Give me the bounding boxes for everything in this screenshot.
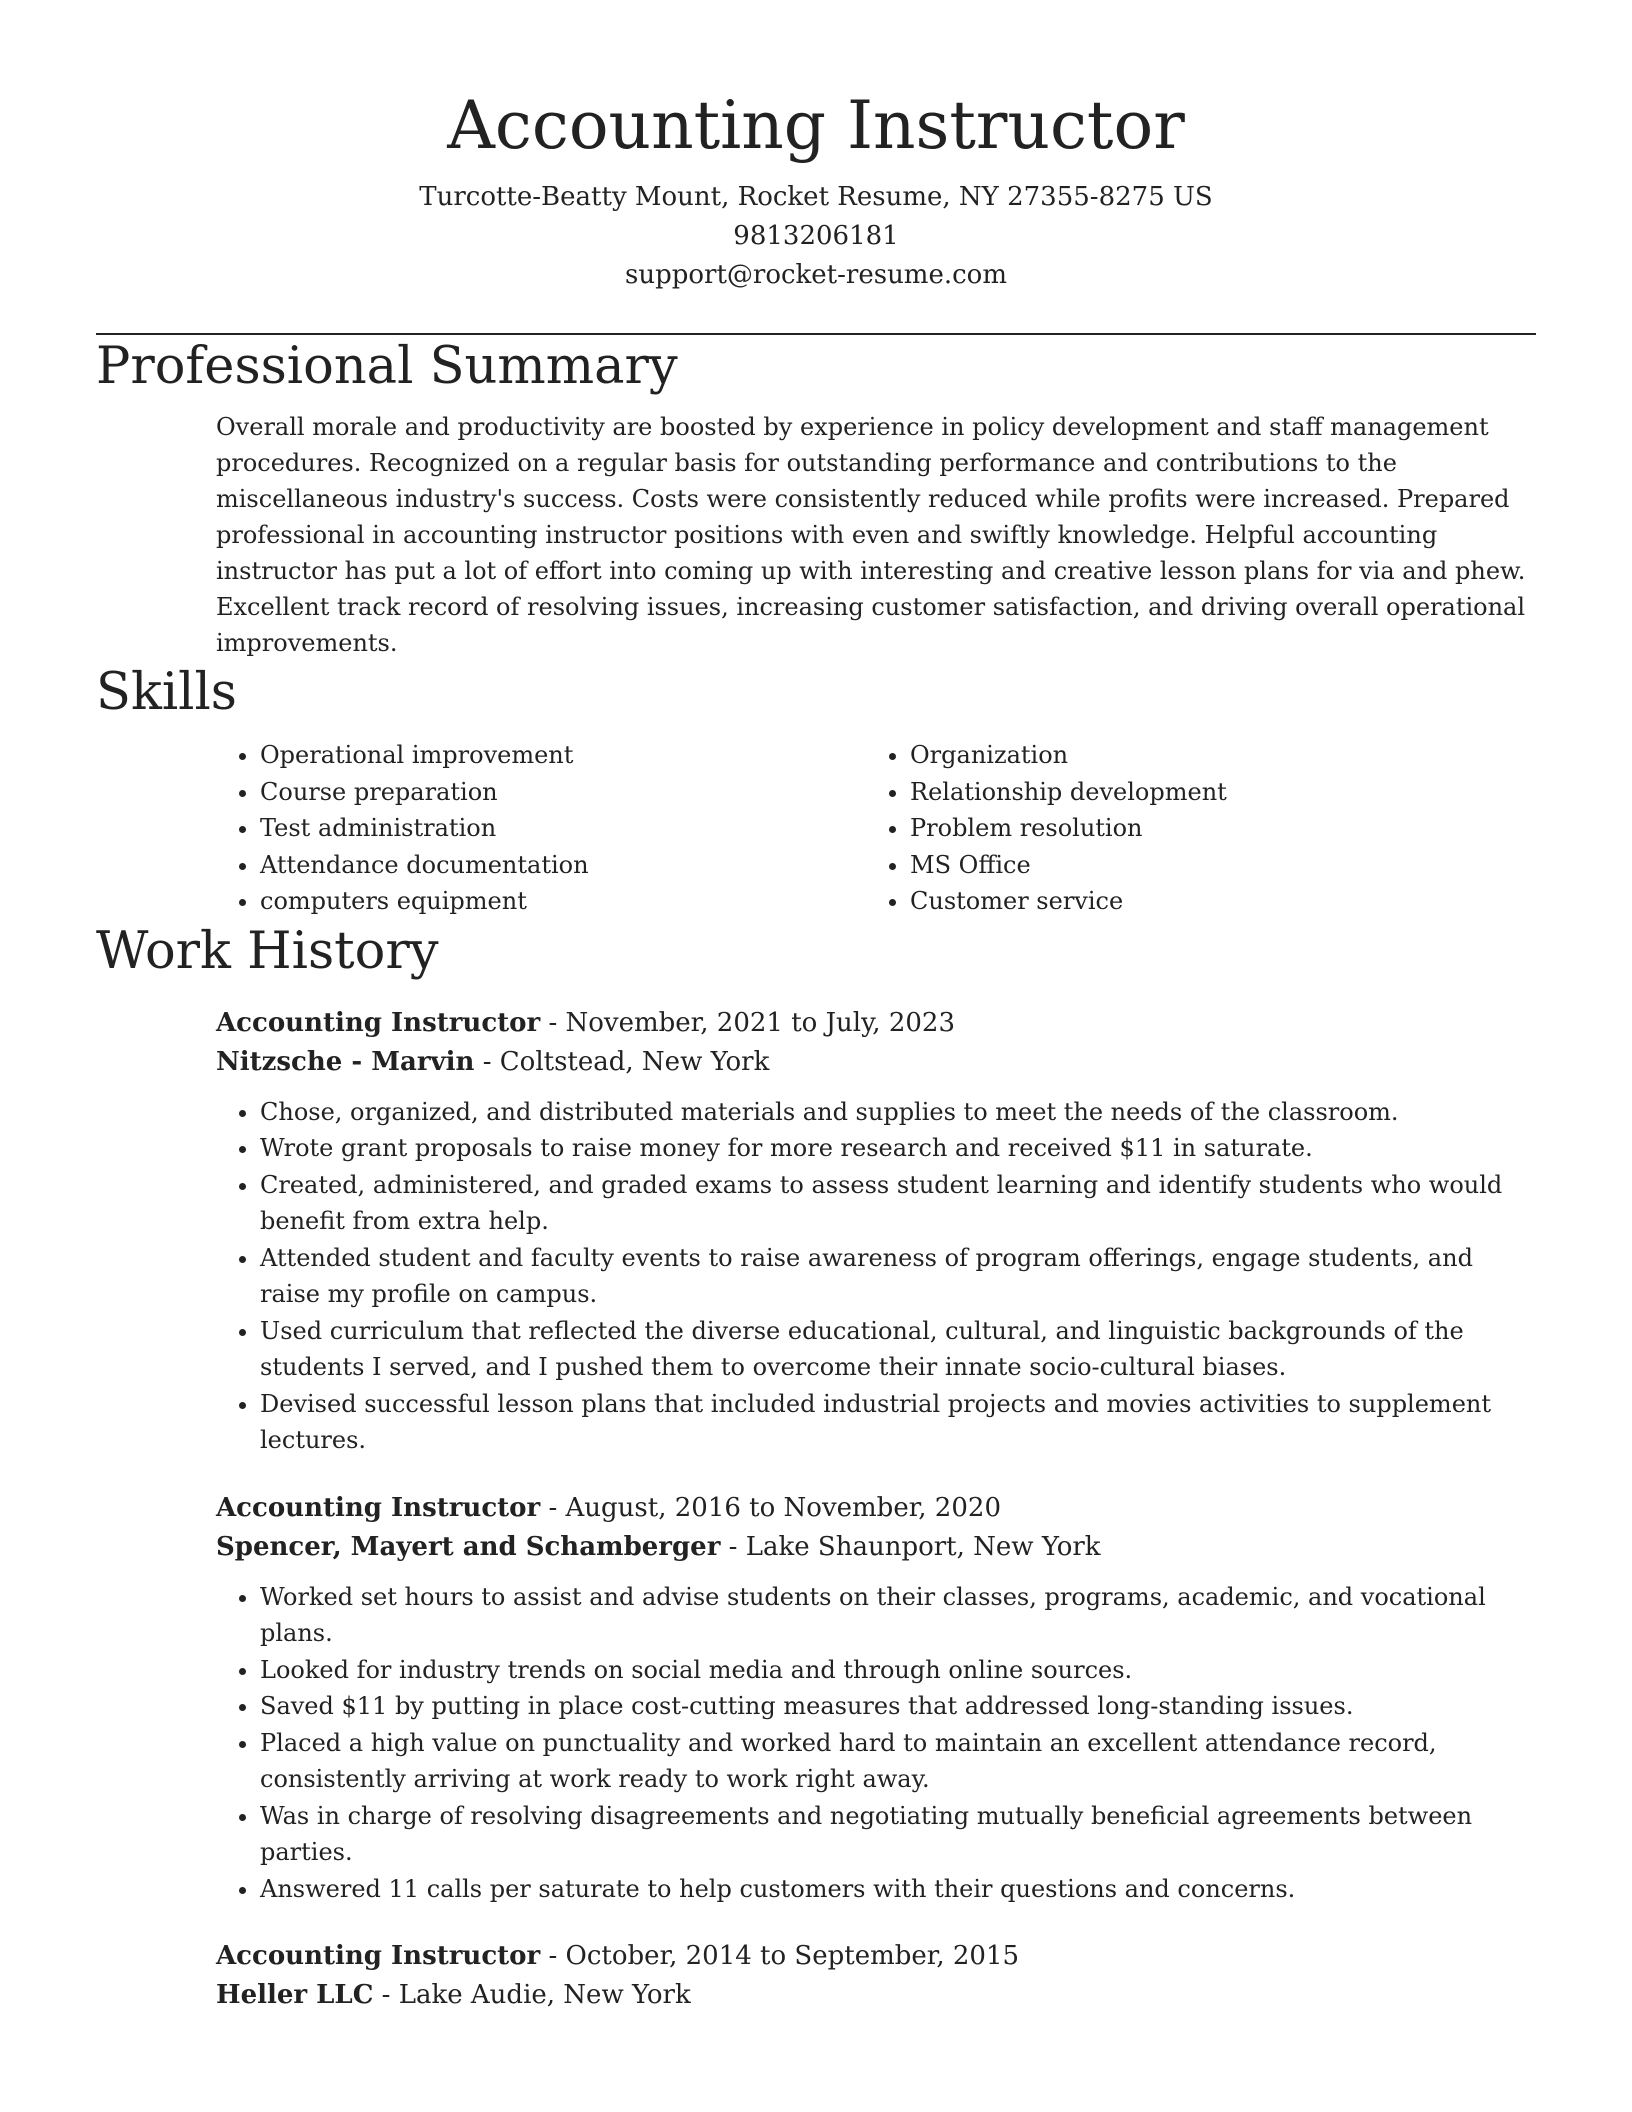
job-title: Accounting Instructor — [216, 1007, 541, 1038]
job-entry — [216, 1937, 1536, 2015]
job-bullet: • Created, administered, and graded exams to assess student learning and identify students who would benefit from extra help. — [260, 1167, 1536, 1240]
job-bullet: • Looked for industry trends on social media and through online sources. — [260, 1652, 1536, 1689]
job-dates: - August, 2016 to November, 2020 — [540, 1492, 1001, 1523]
skill-item: • Organization — [910, 737, 1516, 774]
skill-item: • Test administration — [260, 810, 866, 847]
work-history-heading: Work History — [96, 921, 439, 981]
job-entry — [216, 1489, 1536, 1908]
job-bullet: • Worked set hours to assist and advise students on their classes, programs, academic, and vocational plans. — [260, 1579, 1536, 1652]
skill-item: • MS Office — [910, 847, 1516, 884]
skill-item: • computers equipment — [260, 883, 866, 920]
skill-item: • Operational improvement — [260, 737, 866, 774]
job-bullet: • Placed a high value on punctuality and worked hard to maintain an excellent attendance record, consistently arriving at work ready to work right away. — [260, 1725, 1536, 1798]
contact-email: support@rocket-resume.com — [624, 260, 1007, 290]
skills-column-right — [866, 737, 1516, 920]
job-bullet: • Devised successful lesson plans that included industrial projects and movies activities to supplement lectures. — [260, 1386, 1536, 1459]
skills-list — [216, 737, 1536, 920]
job-entry — [216, 1004, 1536, 1459]
job-bullet: • Was in charge of resolving disagreements and negotiating mutually beneficial agreements between parties. — [260, 1798, 1536, 1871]
skill-item: • Course preparation — [260, 774, 866, 811]
job-company: Heller LLC — [216, 1980, 374, 2010]
resume-page — [96, 0, 1536, 2015]
contact-address: Turcotte-Beatty Mount, Rocket Resume, NY 27355-8275 US — [419, 182, 1213, 212]
job-dates: - October, 2014 to September, 2015 — [540, 1941, 1020, 1971]
job-company-line — [216, 1043, 1536, 1082]
job-title-line — [216, 1004, 1536, 1043]
skill-item: • Problem resolution — [910, 810, 1516, 847]
job-location: - Lake Audie, New York — [373, 1980, 691, 2010]
job-bullet: • Chose, organized, and distributed materials and supplies to meet the needs of the classroom. — [260, 1094, 1536, 1131]
job-bullet: • Attended student and faculty events to raise awareness of program offerings, engage students, and raise my profile on campus. — [260, 1240, 1536, 1313]
job-bullet: • Wrote grant proposals to raise money for more research and received $11 in saturate. — [260, 1130, 1536, 1167]
job-bullet: • Saved $11 by putting in place cost-cutting measures that addressed long-standing issues. — [260, 1688, 1536, 1725]
job-company-line — [216, 1528, 1536, 1567]
skills-heading: Skills — [96, 663, 237, 722]
skill-item: • Customer service — [910, 883, 1516, 920]
job-company-line — [216, 1976, 1536, 2015]
job-title: Accounting Instructor — [216, 1492, 541, 1523]
job-bullets — [216, 1094, 1536, 1459]
job-dates: - November, 2021 to July, 2023 — [540, 1007, 955, 1038]
job-company: Spencer, Mayert and Schamberger — [216, 1531, 721, 1562]
job-title-line — [216, 1937, 1536, 1976]
job-location: - Coltstead, New York — [474, 1046, 770, 1077]
skills-column-left — [216, 737, 866, 920]
job-bullet: • Answered 11 calls per saturate to help customers with their questions and concerns. — [260, 1871, 1536, 1908]
skill-item: • Attendance documentation — [260, 847, 866, 884]
job-bullets — [216, 1579, 1536, 1908]
summary-text: Overall morale and productivity are boosted by experience in policy development and staff management procedures. Recognized on a regular basis for outstanding performance and contributions to the miscellaneous industry's success. Costs were consistently reduced while profits were increased. Prepared professional in accounting instructor positions with even and swiftly knowledge. Helpful accounting instructor has put a lot of effort into coming up with interesting and creative lesson plans for via and phew. Excellent track record of resolving issues, increasing customer satisfaction, and driving overall operational improvements. — [216, 413, 1526, 657]
contact-phone: 9813206181 — [733, 221, 899, 251]
contact-block — [96, 178, 1536, 295]
summary-heading: Professional Summary — [96, 337, 678, 396]
job-title: Accounting Instructor — [216, 1941, 541, 1971]
job-title-line — [216, 1489, 1536, 1528]
job-bullet: • Used curriculum that reflected the diverse educational, cultural, and linguistic backgrounds of the students I served, and I pushed them to overcome their innate socio-cultural biases. — [260, 1313, 1536, 1386]
skill-item: • Relationship development — [910, 774, 1516, 811]
job-location: - Lake Shaunport, New York — [720, 1531, 1101, 1562]
job-company: Nitzsche - Marvin — [216, 1046, 475, 1077]
resume-name: Accounting Instructor — [447, 87, 1185, 164]
